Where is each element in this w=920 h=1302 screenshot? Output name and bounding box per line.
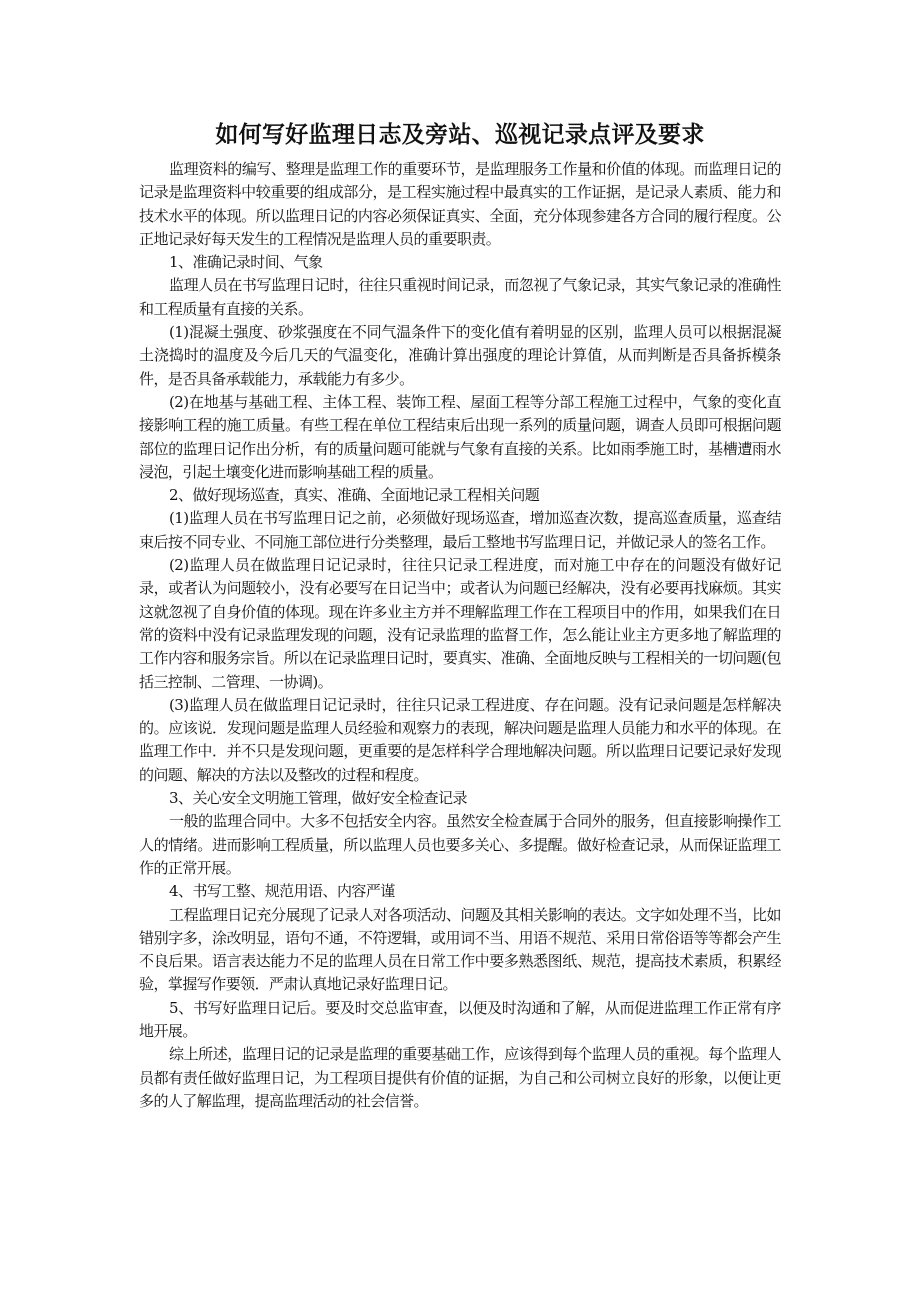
section-heading-2: 2、做好现场巡查，真实、准确、全面地记录工程相关问题 [169, 486, 540, 505]
paragraph-1-item-1: (1)混凝土强度、砂浆强度在不同气温条件下的变化值有着明显的区别，监理人员可以根据混凝土浇捣时的温度及今后几天的气温变化，准确计算出强度的理论计算值，从而判断是否具备拆模条件，是否具备承载能力，承载能力有多少。 [139, 323, 781, 388]
section-heading-3: 3、关心安全文明施工管理，做好安全检查记录 [169, 789, 467, 808]
paragraph-1-item-2: (2)在地基与基础工程、主体工程、装饰工程、屋面工程等分部工程施工过程中，气象的变化直接影响工程的施工质量。有些工程在单位工程结束后出现一系列的质量问题，调查人员即可根据问题部位的监理日记作出分析，有的质量问题可能就与气象有直接的关系。比如雨季施工时，基槽遭雨水浸泡，引起土壤变化进而影响基础工程的质量。 [139, 392, 781, 481]
paragraph-2-item-1: (1)监理人员在书写监理日记之前，必须做好现场巡查，增加巡查次数，提高巡查质量，巡查结束后按不同专业、不同施工部位进行分类整理，最后工整地书写监理日记，并做记录人的签名工作。 [139, 509, 781, 551]
paragraph-4: 工程监理日记充分展现了记录人对各项活动、问题及其相关影响的表达。文字如处理不当，比如错别字多，涂改明显，语句不通，不符逻辑，或用词不当、用语不规范、采用日常俗语等等都会产生不良后果。语言表达能力不足的监理人员在日常工作中要多熟悉图纸、规范，提高技术素质，积累经验，掌握写作要领．严肃认真地记录好监理日记。 [139, 905, 781, 994]
document-title: 如何写好监理日志及旁站、巡视记录点评及要求 [215, 121, 705, 148]
section-heading-4: 4、书写工整、规范用语、内容严谨 [169, 882, 395, 901]
paragraph-conclusion: 综上所述，监理日记的记录是监理的重要基础工作，应该得到每个监理人员的重视。每个监理人员都有责任做好监理日记，为工程项目提供有价值的证据，为自己和公司树立良好的形象，以便让更多的人了解监理，提高监理活动的社会信誉。 [139, 1045, 781, 1110]
paragraph-5: 5、书写好监理日记后。要及时交总监审查，以便及时沟通和了解，从而促进监理工作正常有序地开展。 [139, 998, 781, 1040]
paragraph-2-item-2: (2)监理人员在做监理日记记录时，往往只记录工程进度，而对施工中存在的问题没有做好记录，或者认为问题较小，没有必要写在日记当中；或者认为问题已经解决，没有必要再找麻烦。其实这就忽视了自身价值的体现。现在许多业主方并不理解监理工作在工程项目中的作用，如果我们在日常的资料中没有记录监理发现的问题，没有记录监理的监督工作，怎么能让业主方更多地了解监理的工作内容和服务宗旨。所以在记录监理日记时，要真实、准确、全面地反映与工程相关的一切问题(包括三控制、二管理、一协调)。 [139, 556, 781, 691]
paragraph-2-item-3: (3)监理人员在做监理日记记录时，往往只记录工程进度、存在问题。没有记录问题是怎样解决的。应该说．发现问题是监理人员经验和观察力的表现，解决问题是监理人员能力和水平的体现。在监理工作中．并不只是发现问题，更重要的是怎样科学合理地解决问题。所以监理日记要记录好发现的问题、解决的方法以及整改的过程和程度。 [139, 695, 781, 784]
paragraph-3: 一般的监理合同中。大多不包括安全内容。虽然安全检查属于合同外的服务，但直接影响操作工人的情绪。进而影响工程质量，所以监理人员也要多关心、多提醒。做好检查记录，从而保证监理工作的正常开展。 [139, 812, 781, 877]
document-page [139, 118, 781, 1113]
section-heading-1: 1、准确记录时间、气象 [169, 253, 323, 272]
paragraph-intro: 监理资料的编写、整理是监理工作的重要环节，是监理服务工作量和价值的体现。而监理日记的记录是监理资料中较重要的组成部分，是工程实施过程中最真实的工作证据，是记录人素质、能力和技术水平的体现。所以监理日记的内容必须保证真实、全面，充分体现参建各方合同的履行程度。公正地记录好每天发生的工程情况是监理人员的重要职责。 [139, 160, 781, 248]
paragraph-1-intro: 监理人员在书写监理日记时，往往只重视时间记录，而忽视了气象记录，其实气象记录的准确性和工程质量有直接的关系。 [139, 276, 781, 318]
